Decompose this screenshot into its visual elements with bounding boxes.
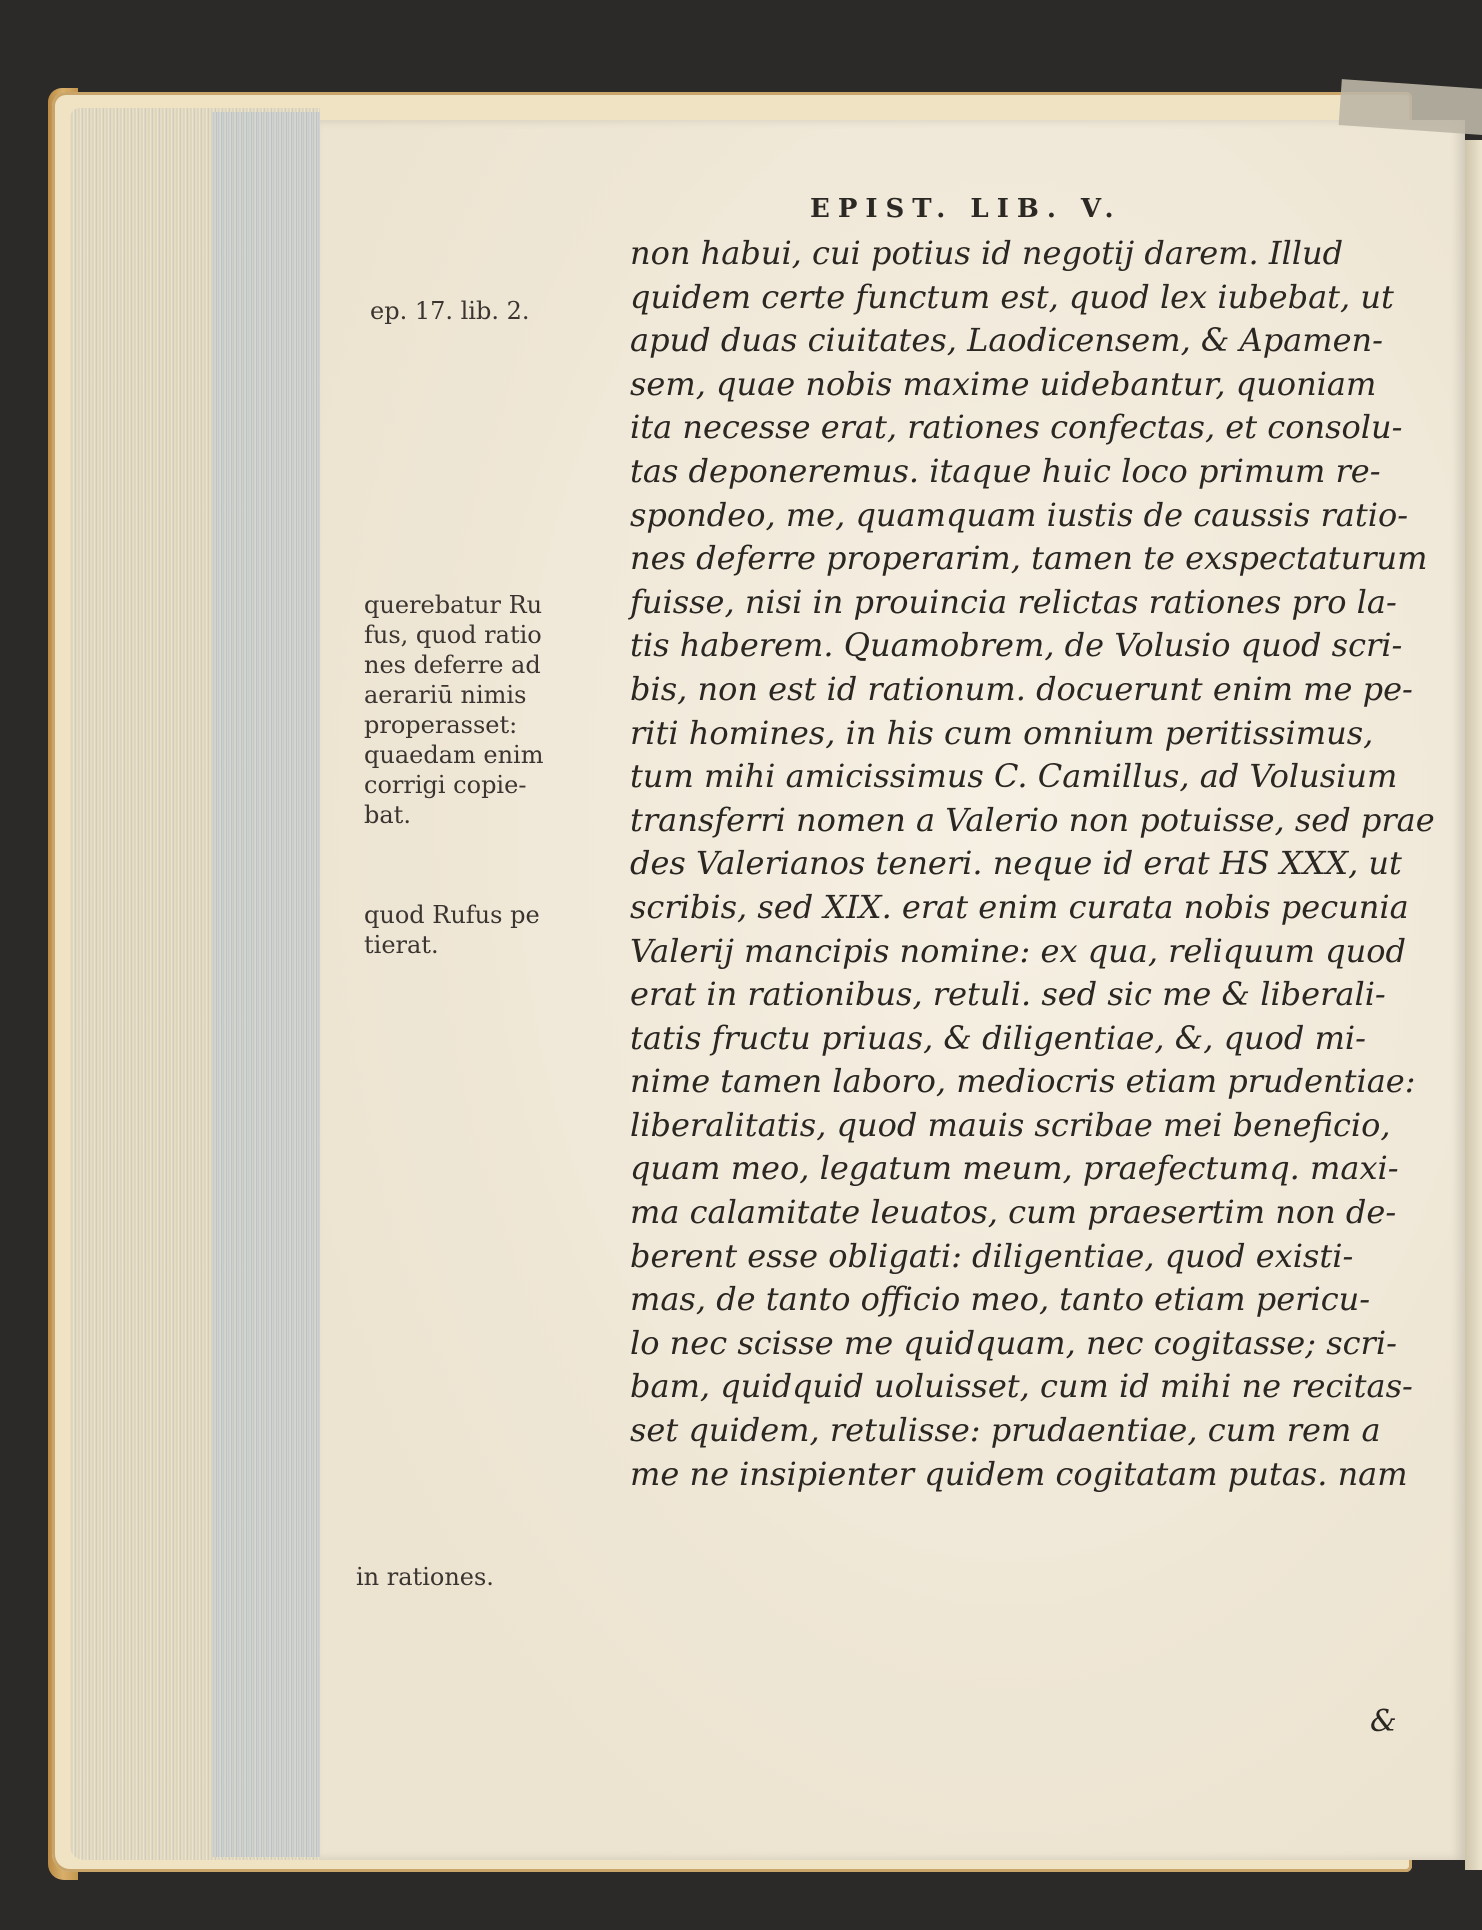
margin-note [356, 1562, 494, 1592]
margin-note-line: tierat. [364, 931, 439, 959]
torn-paper-fragment [1339, 79, 1482, 139]
facing-page-edge [1465, 140, 1482, 1870]
text-line: riti homines, in his cum omnium peritissimus, [630, 713, 1374, 752]
text-line: bis, non est id rationum. docuerunt enim me pe- [630, 669, 1413, 708]
text-line: nime tamen laboro, mediocris etiam prudentiae: [630, 1062, 1416, 1101]
text-line: des Valerianos teneri. neque id erat HS XXX, ut [630, 844, 1402, 883]
text-line: fuisse, nisi in prouincia relictas rationes pro la- [630, 582, 1397, 621]
running-head: EPIST. LIB. V. [810, 194, 1122, 224]
text-line: nes deferre properarim, tamen te exspectaturum [630, 539, 1428, 578]
margin-note-line: properasset: [364, 711, 518, 739]
text-line: non habui, cui potius id negotij darem. Illud [630, 234, 1344, 272]
margin-note [364, 900, 540, 960]
text-line: me ne insipienter quidem cogitatam putas. nam [630, 1454, 1408, 1493]
margin-note [364, 590, 543, 830]
text-line: ma calamitate leuatos, cum praesertim non de- [630, 1193, 1397, 1232]
text-line: tas deponeremus. itaque huic loco primum re- [630, 451, 1381, 490]
text-line: mas, de tanto officio meo, tanto etiam pericu- [630, 1280, 1371, 1319]
margin-note-line: in rationes. [356, 1563, 494, 1591]
margin-note-line: corrigi copie- [364, 771, 527, 799]
margin-note [370, 296, 530, 326]
margin-note-line: bat. [364, 801, 411, 829]
text-line: berent esse obligati: diligentiae, quod existi- [630, 1236, 1354, 1275]
margin-note-line: quod Rufus pe [364, 901, 540, 929]
text-line: tum mihi amicissimus C. Camillus, ad Volusium [630, 757, 1398, 796]
text-line: scribis, sed XIX. erat enim curata nobis pecunia [630, 887, 1409, 926]
margin-note-line: quaedam enim [364, 741, 544, 769]
text-line: liberalitatis, quod mauis scribae mei beneficio, [630, 1105, 1391, 1144]
margin-note-line: nes deferre ad [364, 651, 541, 679]
text-line: quidem certe functum est, quod lex iubebat, ut [630, 277, 1394, 316]
text-line: transferri nomen a Valerio non potuisse, sed prae [630, 800, 1435, 839]
text-line: ita necesse erat, rationes confectas, et consolu- [630, 408, 1403, 447]
margin-note-line: aerariū nimis [364, 681, 527, 709]
text-line: set quidem, retulisse: prudaentiae, cum rem a [630, 1411, 1381, 1450]
text-line: lo nec scisse me quidquam, nec cogitasse; scri- [630, 1323, 1397, 1362]
text-line: erat in rationibus, retuli. sed sic me & liberali- [630, 975, 1386, 1014]
margin-note-line: querebatur Ru [364, 591, 543, 619]
text-line: apud duas ciuitates, Laodicensem, & Apamen- [630, 321, 1383, 360]
text-line: Valerij mancipis nomine: ex qua, reliquum quod [630, 931, 1406, 970]
text-line: sem, quae nobis maxime uidebantur, quoniam [630, 364, 1377, 403]
margin-note-line: ep. 17. lib. 2. [370, 297, 530, 325]
text-line: tis haberem. Quamobrem, de Volusio quod scri- [630, 626, 1403, 665]
text-line: quam meo, legatum meum, praefectumq. maxi- [630, 1149, 1399, 1188]
leaf-edges-tinted [212, 112, 320, 1857]
text-line: bam, quidquid uoluisset, cum id mihi ne recitas- [630, 1367, 1413, 1406]
catchword: & [1370, 1704, 1397, 1739]
text-line: spondeo, me, quamquam iustis de caussis ratio- [630, 495, 1409, 534]
text-page [320, 120, 1465, 1860]
margin-note-line: fus, quod ratio [364, 621, 542, 649]
book [52, 92, 1482, 1882]
text-line: tatis fructu priuas, & diligentiae, &, quod mi- [630, 1018, 1366, 1057]
main-text-block [630, 232, 1435, 1496]
